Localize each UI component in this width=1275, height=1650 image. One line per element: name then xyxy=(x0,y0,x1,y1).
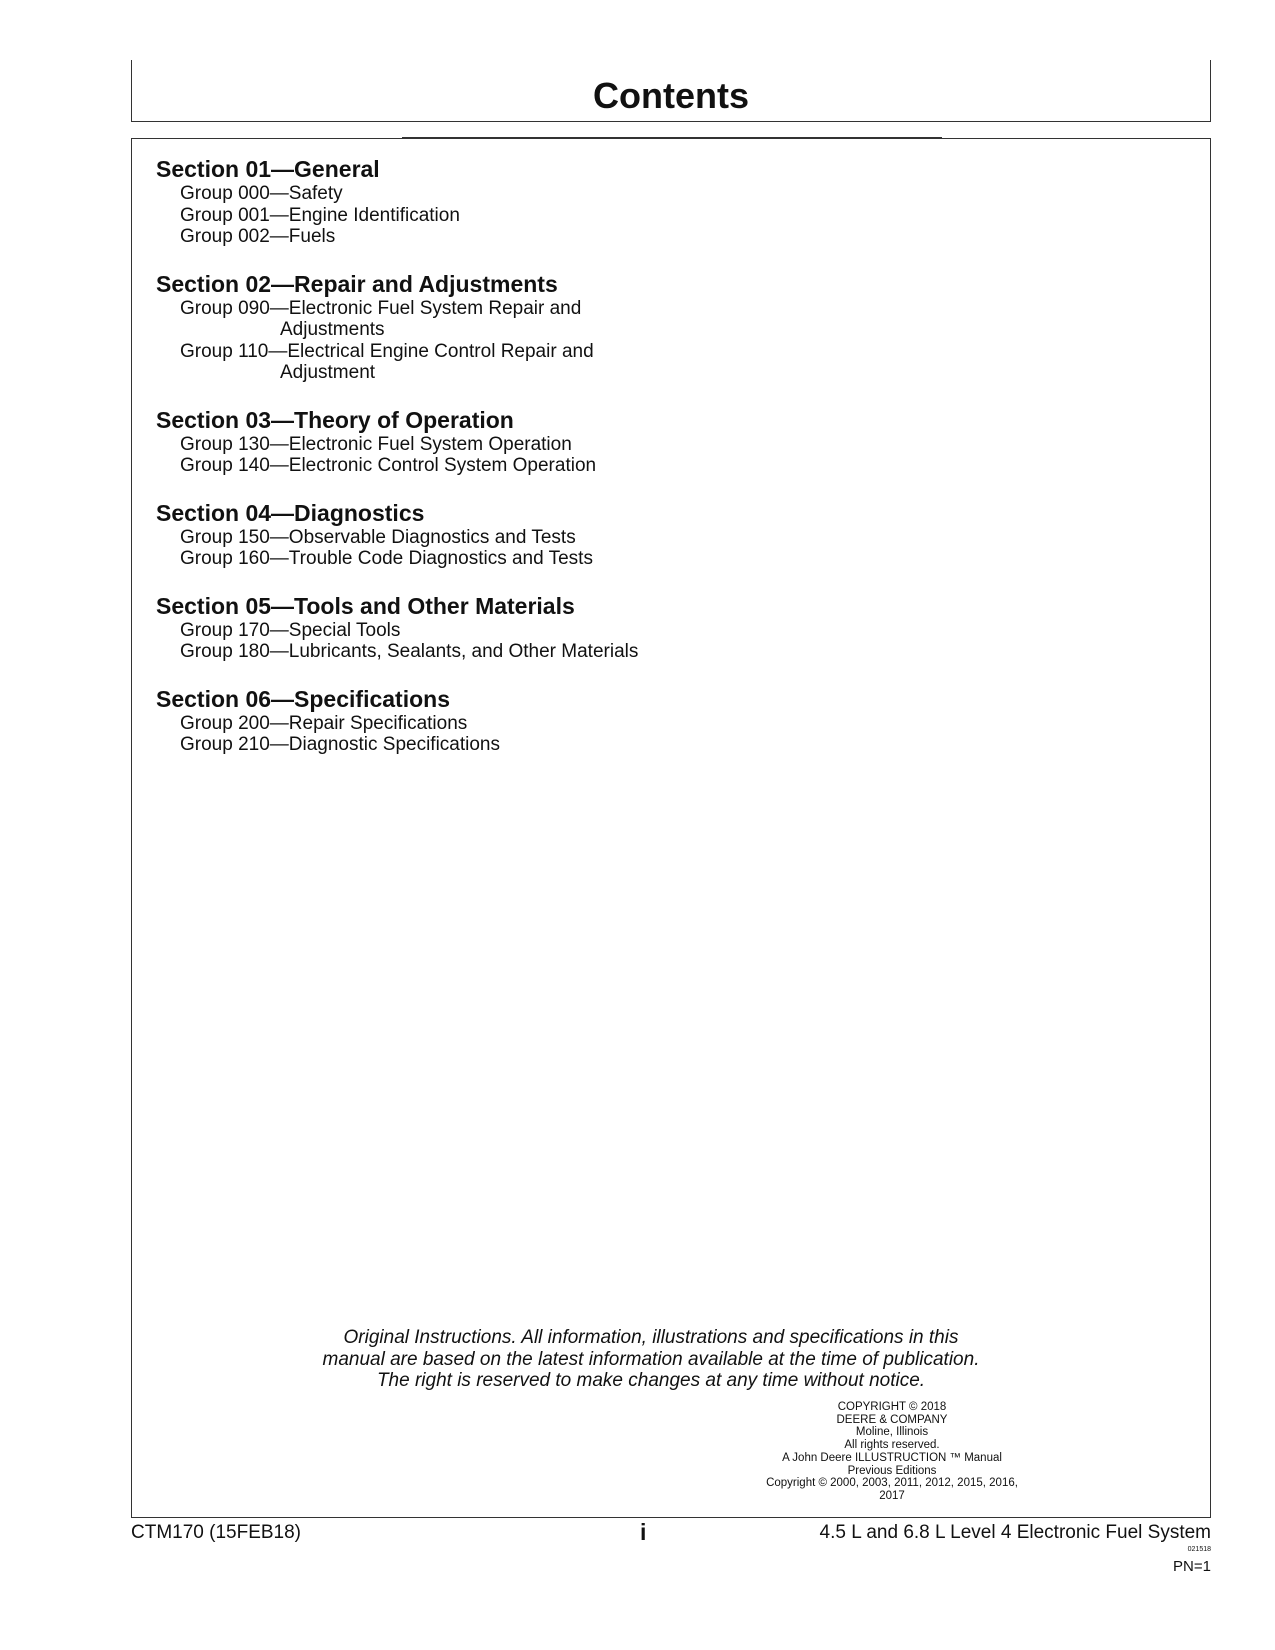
copyright-line: COPYRIGHT © 2018 xyxy=(837,1401,947,1413)
table-of-contents xyxy=(156,155,856,778)
group-label: Group 140—Electronic Control System Operation xyxy=(180,455,597,476)
group-entry[interactable] xyxy=(156,641,856,663)
group-entry[interactable] xyxy=(156,298,856,341)
group-label: Group 110—Electrical Engine Control Repair and xyxy=(180,340,594,362)
section-05 xyxy=(156,592,856,663)
section-title[interactable]: Section 01—General xyxy=(156,156,380,182)
group-label: Group 180—Lubricants, Sealants, and Other Materials xyxy=(180,641,639,662)
group-entry[interactable] xyxy=(156,713,856,735)
section-title[interactable]: Section 02—Repair and Adjustments xyxy=(156,270,558,297)
group-entry[interactable] xyxy=(156,205,856,227)
copyright-line: A John Deere ILLUSTRUCTION ™ Manual xyxy=(782,1451,1002,1464)
notice-line: manual are based on the latest information available at the time of publication. xyxy=(322,1348,980,1370)
notice-line: Original Instructions. All information, illustrations and specifications in this xyxy=(343,1327,959,1348)
contents-frame xyxy=(131,138,1211,1518)
group-entry[interactable] xyxy=(156,620,856,642)
group-label: Group 000—Safety xyxy=(180,183,343,204)
group-label: Group 001—Engine Identification xyxy=(180,204,460,226)
section-title[interactable]: Section 03—Theory of Operation xyxy=(156,406,514,433)
group-label: Group 160—Trouble Code Diagnostics and Tests xyxy=(180,548,593,569)
copyright-line: DEERE & COMPANY xyxy=(836,1413,948,1426)
section-03 xyxy=(156,406,856,477)
copyright-line: Previous Editions xyxy=(847,1464,937,1477)
page-number: i xyxy=(640,1519,647,1545)
manual-title: 4.5 L and 6.8 L Level 4 Electronic Fuel System xyxy=(819,1522,1211,1543)
group-label: Group 200—Repair Specifications xyxy=(180,712,468,734)
copyright-line: Copyright © 2000, 2003, 2011, 2012, 2015, 2016, 2017 xyxy=(766,1477,1018,1502)
group-label: Group 090—Electronic Fuel System Repair and xyxy=(180,297,582,319)
group-label: Group 150—Observable Diagnostics and Tests xyxy=(180,526,576,548)
group-label-continuation: Adjustment xyxy=(280,362,376,383)
notice-line: The right is reserved to make changes at any time without notice. xyxy=(376,1370,926,1391)
section-title[interactable]: Section 06—Specifications xyxy=(156,685,450,712)
group-entry[interactable] xyxy=(156,455,856,477)
section-04 xyxy=(156,499,856,570)
copyright-line: Moline, Illinois xyxy=(855,1426,929,1439)
section-02 xyxy=(156,270,856,384)
page-title: Contents xyxy=(593,75,749,116)
original-instructions-notice xyxy=(132,1327,1210,1392)
group-label: Group 170—Special Tools xyxy=(180,619,401,641)
section-06 xyxy=(156,685,856,756)
section-title[interactable]: Section 04—Diagnostics xyxy=(156,499,425,526)
group-entry[interactable] xyxy=(156,183,856,205)
section-01 xyxy=(156,155,856,248)
group-entry[interactable] xyxy=(156,226,856,248)
section-title[interactable]: Section 05—Tools and Other Materials xyxy=(156,592,575,619)
group-entry[interactable] xyxy=(156,548,856,570)
group-entry[interactable] xyxy=(156,527,856,549)
group-entry[interactable] xyxy=(156,341,856,384)
title-box xyxy=(131,60,1211,122)
group-entry[interactable] xyxy=(156,434,856,456)
group-label: Group 210—Diagnostic Specifications xyxy=(180,734,501,755)
date-code: 021518 xyxy=(1187,1546,1211,1553)
copyright-block xyxy=(762,1401,1022,1503)
group-entry[interactable] xyxy=(156,734,856,756)
group-label-continuation: Adjustments xyxy=(280,319,385,340)
top-rule xyxy=(402,137,942,139)
copyright-line: All rights reserved. xyxy=(844,1439,940,1452)
document-code: CTM170 (15FEB18) xyxy=(131,1522,302,1543)
pn-label: PN=1 xyxy=(1173,1558,1211,1575)
group-label: Group 002—Fuels xyxy=(180,226,336,247)
group-label: Group 130—Electronic Fuel System Operation xyxy=(180,433,572,455)
